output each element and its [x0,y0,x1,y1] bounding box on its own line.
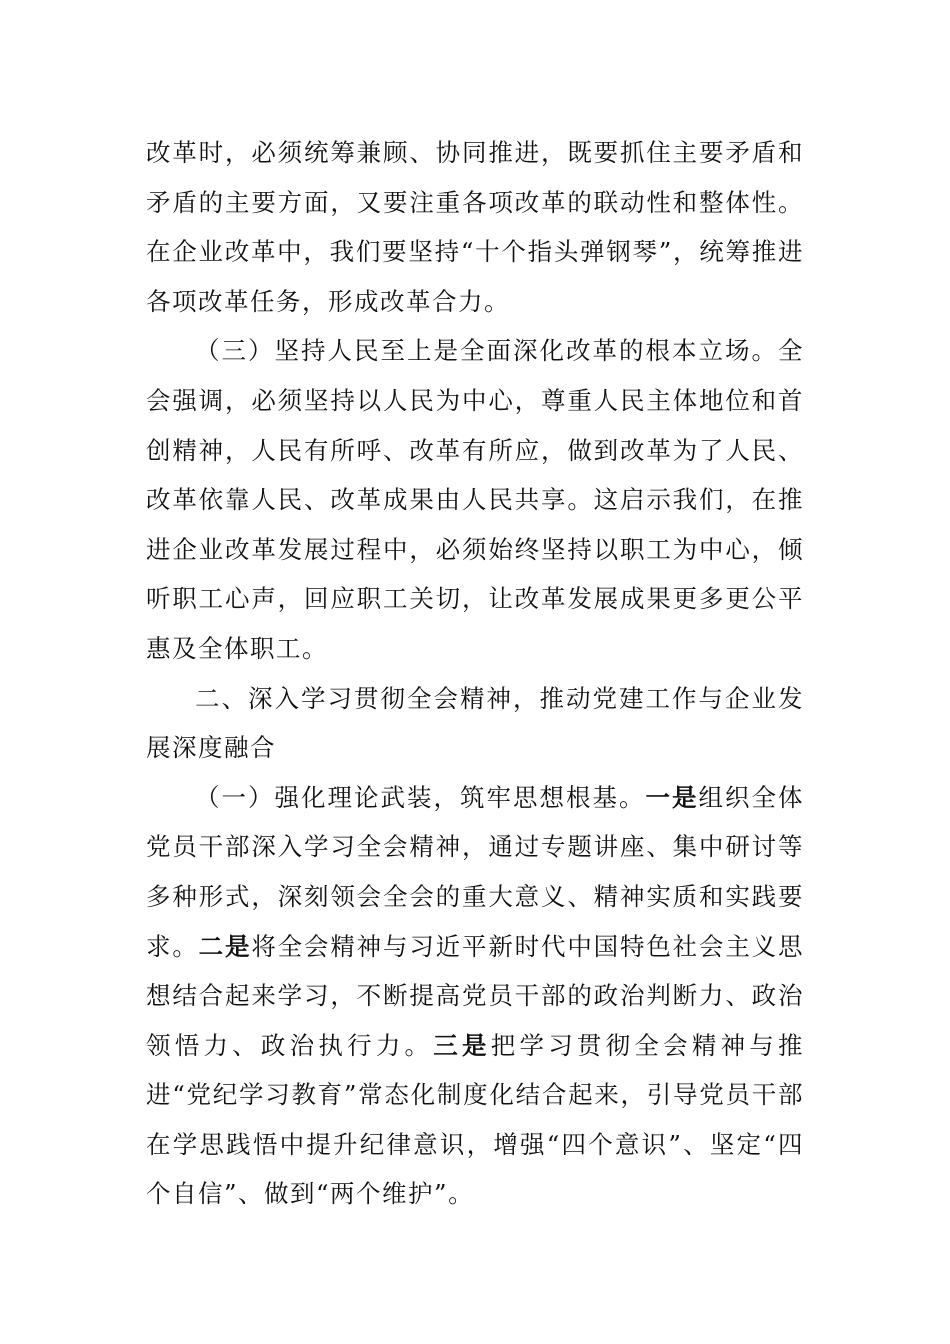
subsection-1-heading: （一）强化理论武装，筑牢思想根基。 [195,782,646,812]
text-third: 把学习贯彻全会精神与推进“党纪学习教育”常态化制度化结合起来，引导党员干部在学思践悟中提升纪律意识，增强“四个意识”、坚定“四个自信”、做到“两个维护”。 [146,1030,805,1209]
paragraph-continuation: 改革时，必须统筹兼顾、协同推进，既要抓住主要矛盾和矛盾的主要方面，又要注重各项改革的联动性和整体性。在企业改革中，我们要坚持“十个指头弹钢琴”，统筹推进各项改革任务，形成改革合力。 [146,138,804,316]
paragraph-point-3: （三）坚持人民至上是全面深化改革的根本立场。全会强调，必须坚持以人民为中心，尊重人民主体地位和首创精神，人民有所呼、改革有所应，做到改革为了人民、改革依靠人民、改革成果由人民共享。这启示我们，在推进企业改革发展过程中，必须始终坚持以职工为中心，倾听职工心声，回应职工关切，让改革发展成果更多更公平惠及全体职工。 [146,336,804,663]
section-2-heading: 二、深入学习贯彻全会精神，推动党建工作与企业发展深度融合 [146,683,804,763]
text-first: 组织全体党员干部深入学习全会精神，通过专题讲座、集中研讨等多种形式，深刻领会全会的重大意义、精神实质和实践要求。 [146,782,804,961]
text-second: 将全会精神与习近平新时代中国特色社会主义思想结合起来学习，不断提高党员干部的政治判断力、政治领悟力、政治执行力。 [146,931,805,1060]
document-body [146,128,804,1219]
paragraph-subsection-1 [146,773,804,1219]
lead-first: 一是 [645,782,699,812]
lead-second: 二是 [198,931,252,961]
lead-third: 三是 [433,1030,491,1060]
